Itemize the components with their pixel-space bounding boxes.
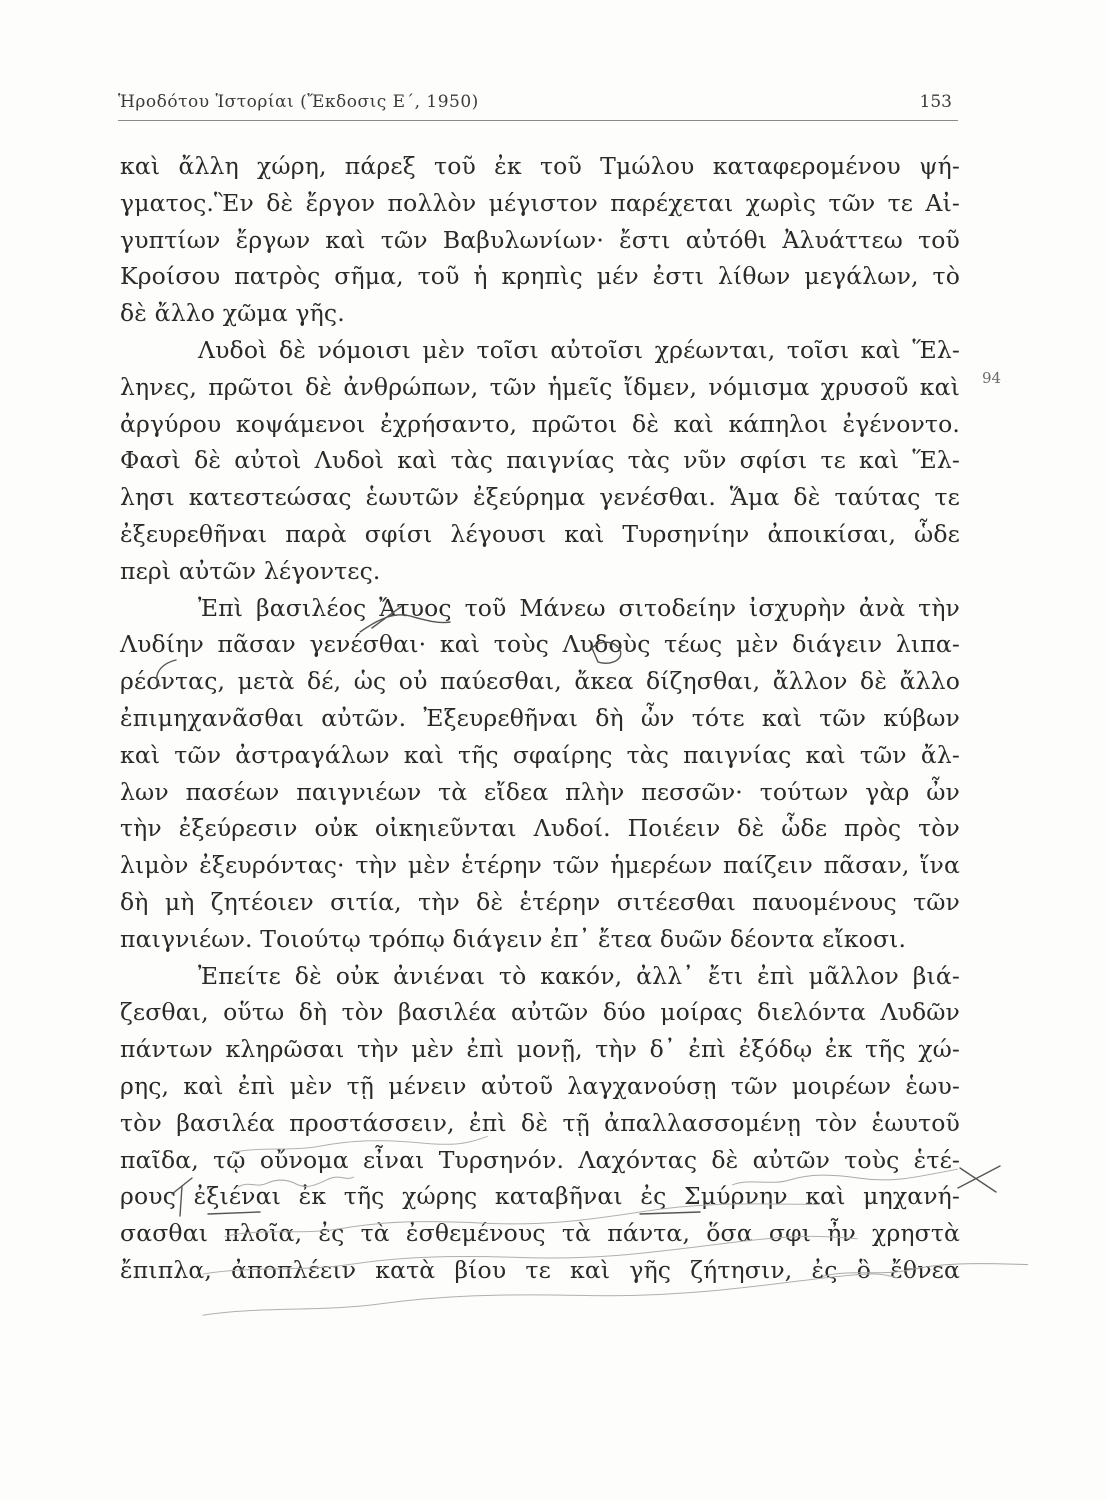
- text-line: παῖδα, τῷ οὔνομα εἶναι Τυρσηνόν. Λαχόντας δὲ αὐτῶν τοὺς ἑτέ-: [120, 1145, 960, 1174]
- text-line: τὴν ἐξεύρεσιν οὐκ οἰκηιεῦνται Λυδοί. Ποιέειν δὲ ὧδε πρὸς τὸν: [120, 814, 960, 843]
- text-line: Κροίσου πατρὸς σῆμα, τοῦ ἡ κρηπὶς μέν ἐστι λίθων μεγάλων, τὸ: [120, 262, 960, 291]
- text-line-content: Ἐπείτε δὲ οὐκ ἀνιέναι τὸ κακόν, ἀλλ᾽ ἔτι ἐπὶ μᾶλλον βιά-: [198, 961, 960, 990]
- text-line: [120, 332, 960, 369]
- text-line: δὲ ἄλλο χῶμα γῆς.: [120, 299, 345, 328]
- body-text: [120, 148, 960, 1289]
- text-line: λιμὸν ἐξευρόντας· τὴν μὲν ἑτέρην τῶν ἡμερέων παίζειν πᾶσαν, ἵνα: [120, 851, 960, 880]
- text-line: [120, 590, 960, 627]
- pencil-cross: [958, 1166, 1000, 1192]
- text-line: ρης, καὶ ἐπὶ μὲν τῇ μένειν αὐτοῦ λαγχανούσῃ τῶν μοιρέων ἑωυ-: [120, 1071, 960, 1100]
- page-number: 153: [919, 92, 952, 112]
- text-line: καὶ τῶν ἀστραγάλων καὶ τῆς σφαίρης τὰς παιγνίας καὶ τῶν ἄλ-: [120, 740, 960, 769]
- text-line: ρους ἐξιέναι ἐκ τῆς χώρης καταβῆναι ἐς Σμύρνην καὶ μηχανή-: [120, 1182, 960, 1211]
- text-line: ἐξευρεθῆναι παρὰ σφίσι λέγουσι καὶ Τυρσηνίην ἀποικίσαι, ὧδε: [120, 519, 960, 548]
- text-line: ζεσθαι, οὕτω δὴ τὸν βασιλέα αὐτῶν δύο μοίρας διελόντα Λυδῶν: [120, 998, 960, 1027]
- chapter-number: 94: [982, 369, 1002, 387]
- text-line: τὸν βασιλέα προστάσσειν, ἐπὶ δὲ τῇ ἀπαλλασσομένῃ τὸν ἑωυτοῦ: [120, 1108, 960, 1137]
- text-line: πάντων κληρῶσαι τὴν μὲν ἐπὶ μονῇ, τὴν δ᾽ ἐπὶ ἐξόδῳ ἐκ τῆς χώ-: [120, 1035, 960, 1064]
- text-line: σασθαι πλοῖα, ἐς τὰ ἐσθεμένους τὰ πάντα, ὅσα σφι ἦν χρηστὰ: [120, 1219, 960, 1248]
- text-line: ἐπιμηχανᾶσθαι αὐτῶν. Ἐξευρεθῆναι δὴ ὦν τότε καὶ τῶν κύβων: [120, 703, 960, 732]
- text-line: λησι κατεστεώσας ἑωυτῶν ἐξεύρημα γενέσθαι. Ἅμα δὲ ταύτας τε: [120, 483, 960, 512]
- text-line-content: Λυδοὶ δὲ νόμοισι μὲν τοῖσι αὐτοῖσι χρέωνται, τοῖσι καὶ Ἕλ-: [198, 335, 960, 364]
- running-head: [118, 92, 958, 121]
- text-line: ἀργύρου κοψάμενοι ἐχρήσαντο, πρῶτοι δὲ καὶ κάπηλοι ἐγένοντο.: [120, 409, 960, 438]
- text-line: λων πασέων παιγνιέων τὰ εἴδεα πλὴν πεσσῶν· τούτων γὰρ ὦν: [120, 777, 960, 806]
- text-line-content: Ἐπὶ βασιλέος Ἄτυος τοῦ Μάνεω σιτοδείην ἰσχυρὴν ἀνὰ τὴν: [198, 593, 960, 622]
- text-line: ρέοντας, μετὰ δέ, ὡς οὐ παύεσθαι, ἄκεα δίζησθαι, ἄλλον δὲ ἄλλο: [120, 667, 960, 696]
- text-line: περὶ αὐτῶν λέγοντες.: [120, 556, 381, 585]
- text-line: ἔπιπλα, ἀποπλέειν κατὰ βίου τε καὶ γῆς ζήτησιν, ἐς ὃ ἔθνεα: [120, 1255, 960, 1284]
- running-head-title: Ἡροδότου Ἱστορίαι (Ἔκδοσις Ε΄, 1950): [118, 92, 479, 112]
- text-line: καὶ ἄλλη χώρη, πάρεξ τοῦ ἐκ τοῦ Τμώλου καταφερομένου ψή-: [120, 152, 960, 180]
- text-line: Φασὶ δὲ αὐτοὶ Λυδοὶ καὶ τὰς παιγνίας τὰς νῦν σφίσι τε καὶ Ἕλ-: [120, 446, 960, 475]
- text-line: ληνες, πρῶτοι δὲ ἀνθρώπων, τῶν ἡμεῖς ἴδμεν, νόμισμα χρυσοῦ καὶ: [120, 372, 960, 401]
- text-line: [120, 958, 960, 995]
- text-line: παιγνιέων. Τοιούτῳ τρόπῳ διάγειν ἐπ᾽ ἔτεα δυῶν δέοντα εἴκοσι.: [120, 924, 907, 953]
- text-line: γματος.Ἓν δὲ ἔργον πολλὸν μέγιστον παρέχεται χωρὶς τῶν τε Αἰ-: [120, 188, 960, 217]
- text-line: γυπτίων ἔργων καὶ τῶν Βαβυλωνίων· ἔστι αὐτόθι Ἀλυάττεω τοῦ: [120, 225, 960, 254]
- text-line: δὴ μὴ ζητέοιεν σιτία, τὴν δὲ ἑτέρην σιτέεσθαι παυομένους τῶν: [120, 887, 960, 916]
- text-line: Λυδίην πᾶσαν γενέσθαι· καὶ τοὺς Λυδοὺς τέως μὲν διάγειν λιπα-: [120, 630, 960, 659]
